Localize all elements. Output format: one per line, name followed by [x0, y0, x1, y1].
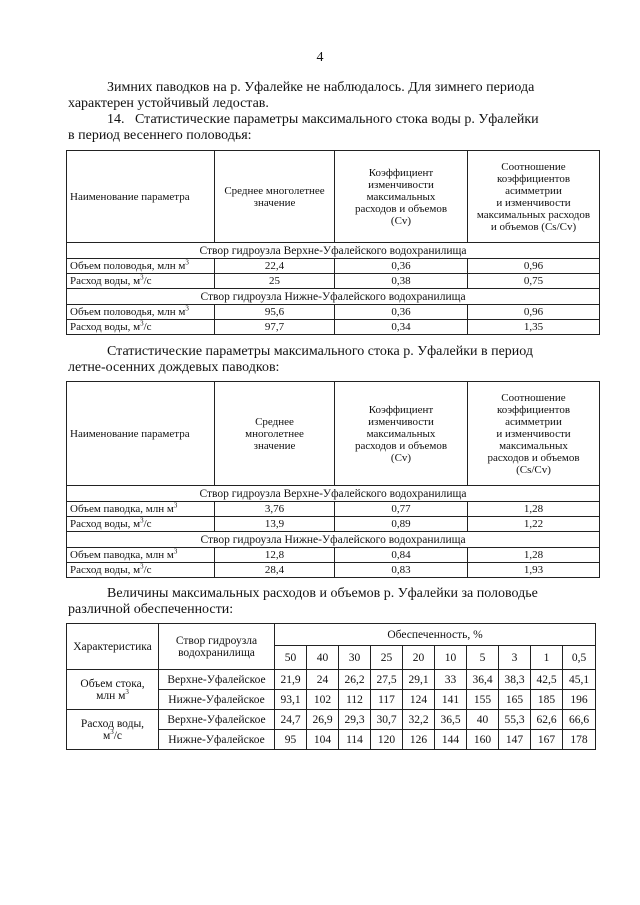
prob-header: 20 — [403, 646, 435, 670]
table-row: Расход воды, $м^3/с$ 97,7 0,34 1,35 — [67, 320, 600, 335]
table-row: Расход воды, $м^3/с$ 25 0,38 0,75 — [67, 274, 600, 289]
header-mean: Среднее многолетнее значение — [215, 151, 335, 243]
spring-flood-table — [66, 150, 600, 335]
table-row: Расход воды, $м^3/с$ Верхне-Уфалейское 24,7 26,9 29,3 30,7 32,2 36,5 40 55,3 62,6 66,6 — [67, 710, 596, 730]
header-ratio: Соотношение коэффициентов асимметрии и изменчивости максимальных расходов и объемов (Cs/Cv) — [468, 151, 600, 243]
prob-header: 3 — [499, 646, 531, 670]
prob-header: 10 — [435, 646, 467, 670]
prob-header: 40 — [307, 646, 339, 670]
paragraph-3-line-1: Величины максимальных расходов и объемов р. Уфалейки за половодье — [107, 586, 538, 601]
paragraph-2 — [68, 344, 598, 376]
header-cv: Коэффициент изменчивости максимальных расходов и объемов (Cv) — [335, 151, 468, 243]
table-row: Расход воды, $м^3/с$ 28,4 0,83 1,93 — [67, 563, 600, 578]
stvor-name: Верхне-Уфалейское — [159, 670, 275, 690]
table-header-row — [67, 382, 600, 486]
table-row: Объем половодья, млн $м^3$ 95,6 0,36 0,96 — [67, 305, 600, 320]
header-stvor: Створ гидроузла водохранилища — [159, 624, 275, 670]
table-row: Расход воды, $м^3/с$ 13,9 0,89 1,22 — [67, 517, 600, 532]
header-mean: Среднее многолетнее значение — [215, 382, 335, 486]
header-ratio: Соотношение коэффициентов асимметрии и изменчивости максимальных расходов и объемов (Cs/Cv) — [468, 382, 600, 486]
probability-table — [66, 623, 596, 750]
section-title-row: Створ гидроузла Верхне-Уфалейского водохранилища — [67, 243, 600, 259]
header-characteristic: Характеристика — [67, 624, 159, 670]
table-row: Объем паводка, млн $м^3$ 3,76 0,77 1,28 — [67, 502, 600, 517]
stvor-name: Нижне-Уфалейское — [159, 690, 275, 710]
header-probability: Обеспеченность, % — [275, 624, 596, 646]
table-row: Объем паводка, млн $м^3$ 12,8 0,84 1,28 — [67, 548, 600, 563]
prob-header: 5 — [467, 646, 499, 670]
paragraph-2-line-2: летне-осенних дождевых паводков: — [68, 360, 280, 375]
table-row: Нижне-Уфалейское 95 104 114 120 126 144 160 147 167 178 — [67, 730, 596, 750]
section-14-line-1: Статистические параметры максимального стока воды р. Уфалейки — [135, 112, 539, 127]
stvor-name: Верхне-Уфалейское — [159, 710, 275, 730]
prob-header: 50 — [275, 646, 307, 670]
table-row: Объем половодья, млн $м^3$ 22,4 0,36 0,96 — [67, 259, 600, 274]
intro-line-2: характерен устойчивый ледостав. — [68, 96, 269, 111]
paragraph-3-line-2: различной обеспеченности: — [68, 602, 234, 617]
intro-paragraph — [68, 80, 598, 112]
table-row: Нижне-Уфалейское 93,1 102 112 117 124 141 155 165 185 196 — [67, 690, 596, 710]
prob-header: 30 — [339, 646, 371, 670]
section-14-number: 14. — [107, 112, 125, 127]
paragraph-2-line-1: Статистические параметры максимального стока р. Уфалейки в период — [107, 344, 534, 359]
section-14-paragraph — [68, 112, 598, 144]
table-header-row — [67, 151, 600, 243]
group-label: Объем стока, млн $м^3$ — [67, 670, 159, 710]
prob-header: 1 — [531, 646, 563, 670]
paragraph-3 — [68, 586, 598, 618]
section-14-line-2: в период весеннего половодья: — [68, 128, 252, 143]
summer-flood-table — [66, 381, 600, 578]
intro-line-1: Зимних паводков на р. Уфалейке не наблюдалось. Для зимнего периода — [107, 80, 535, 95]
page-number: 4 — [316, 50, 324, 65]
prob-header: 25 — [371, 646, 403, 670]
group-label: Расход воды, $м^3/с$ — [67, 710, 159, 750]
prob-header: 0,5 — [563, 646, 596, 670]
table-row: Объем стока, млн $м^3$ Верхне-Уфалейское 21,9 24 26,2 27,5 29,1 33 36,4 38,3 42,5 45,1 — [67, 670, 596, 690]
section-title-row: Створ гидроузла Верхне-Уфалейского водохранилища — [67, 486, 600, 502]
header-param: Наименование параметра — [67, 151, 215, 243]
table-header-row — [67, 624, 596, 646]
header-cv: Коэффициент изменчивости максимальных расходов и объемов (Cv) — [335, 382, 468, 486]
stvor-name: Нижне-Уфалейское — [159, 730, 275, 750]
header-param: Наименование параметра — [67, 382, 215, 486]
section-title-row: Створ гидроузла Нижне-Уфалейского водохранилища — [67, 289, 600, 305]
section-title-row: Створ гидроузла Нижне-Уфалейского водохранилища — [67, 532, 600, 548]
